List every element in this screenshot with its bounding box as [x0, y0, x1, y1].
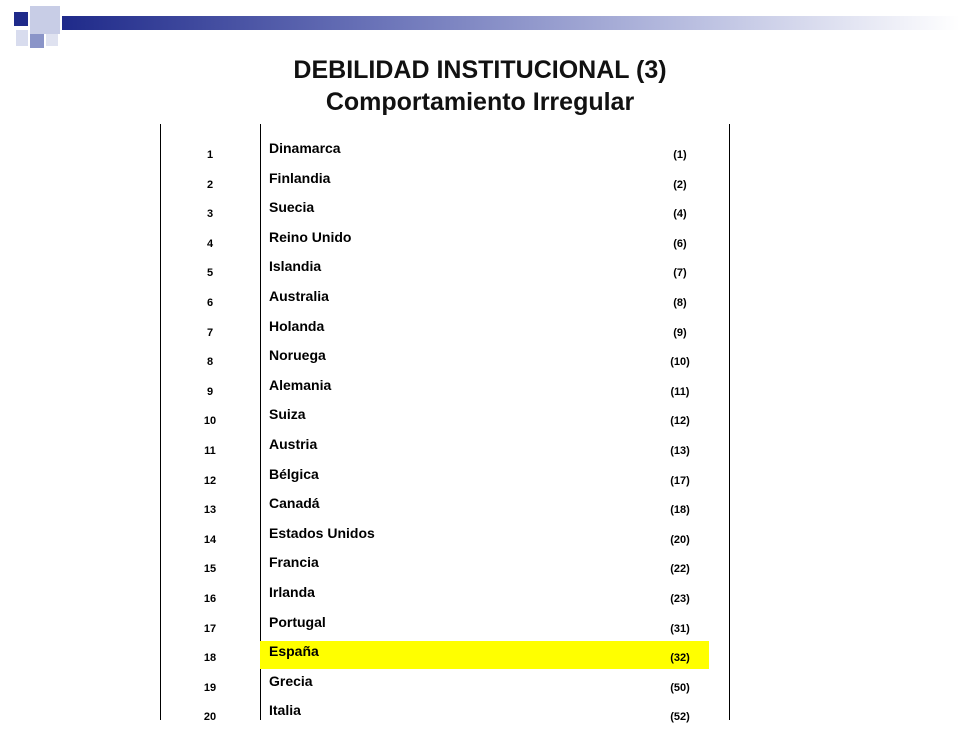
- row-number: 5: [206, 267, 214, 280]
- table-row: [160, 700, 730, 730]
- row-number: 19: [203, 681, 217, 694]
- country-name: Alemania: [269, 376, 332, 393]
- row-number: 18: [203, 652, 217, 665]
- row-rank: (6): [673, 237, 687, 250]
- table-row: [160, 286, 730, 316]
- row-rank: (23): [670, 593, 690, 605]
- row-rank: (8): [673, 297, 687, 309]
- row-rank: (11): [670, 385, 690, 398]
- row-number: 16: [203, 593, 217, 605]
- country-name: Australia: [269, 288, 329, 304]
- row-number: 4: [206, 237, 214, 250]
- table-row: [160, 138, 730, 168]
- row-number: 7: [206, 326, 214, 339]
- country-name: Finlandia: [269, 169, 331, 186]
- country-name: Italia: [269, 702, 301, 719]
- row-number: 15: [203, 563, 217, 576]
- row-rank: (4): [673, 208, 687, 221]
- table-row: [160, 464, 730, 494]
- decor-square-pale: [16, 30, 28, 46]
- row-number: 20: [203, 711, 217, 724]
- table-row: [160, 582, 730, 612]
- country-name: Reino Unido: [269, 228, 352, 245]
- table-row: [160, 256, 730, 286]
- row-number: 3: [206, 208, 214, 221]
- country-name-highlighted: España: [260, 641, 709, 669]
- country-name: Portugal: [269, 613, 326, 630]
- decor-square-mid: [30, 34, 44, 48]
- row-rank: (50): [670, 681, 690, 694]
- title-line-1: DEBILIDAD INSTITUCIONAL (3): [293, 56, 667, 84]
- table-row: [160, 168, 730, 198]
- row-rank: (1): [673, 149, 687, 161]
- row-number: 6: [206, 297, 214, 309]
- decor-square-dark: [14, 12, 28, 26]
- title-line-2: Comportamiento Irregular: [325, 88, 635, 116]
- table-row: [160, 612, 730, 642]
- row-number: 2: [206, 178, 214, 191]
- table-row: [160, 434, 730, 464]
- country-name: Austria: [269, 436, 318, 452]
- row-number: 11: [204, 445, 216, 457]
- country-name: Suiza: [269, 406, 306, 423]
- row-rank: (31): [670, 622, 690, 635]
- ranking-table: [160, 124, 730, 724]
- country-name: Canadá: [269, 495, 320, 512]
- table-row: [160, 404, 730, 434]
- row-rank: (9): [673, 326, 687, 339]
- country-name: Holanda: [269, 317, 325, 334]
- country-name: Francia: [269, 554, 319, 571]
- table-row: [160, 552, 730, 582]
- row-number: 9: [206, 385, 214, 398]
- slide-title: [0, 54, 960, 118]
- row-rank: (17): [670, 474, 690, 487]
- country-name: Dinamarca: [269, 140, 341, 156]
- row-rank: (32): [670, 652, 690, 665]
- row-rank: (7): [673, 267, 687, 280]
- country-name: Islandia: [269, 258, 322, 275]
- table-row: [160, 345, 730, 375]
- row-number: 1: [206, 149, 214, 161]
- row-rank: (52): [670, 711, 690, 724]
- row-rank: (13): [670, 445, 690, 457]
- row-rank: (18): [670, 504, 690, 517]
- row-rank: (10): [670, 356, 690, 369]
- row-rank: (22): [670, 563, 690, 576]
- row-number: 17: [203, 622, 217, 635]
- table-row: [160, 197, 730, 227]
- table-row: [160, 641, 730, 671]
- table-row: [160, 671, 730, 701]
- row-number: 13: [203, 504, 217, 517]
- table-row: [160, 227, 730, 257]
- table-row: [160, 375, 730, 405]
- table-row: [160, 316, 730, 346]
- row-number: 8: [206, 356, 214, 369]
- country-name: Noruega: [269, 347, 326, 364]
- country-name: Grecia: [269, 672, 313, 689]
- row-rank: (20): [670, 533, 690, 546]
- country-name: Suecia: [269, 199, 315, 216]
- row-number: 10: [203, 415, 217, 428]
- decor-square-large: [30, 6, 60, 34]
- row-number: 14: [203, 533, 217, 546]
- row-rank: (2): [673, 178, 687, 191]
- table-row: [160, 493, 730, 523]
- row-number: 12: [203, 474, 217, 487]
- country-name: Estados Unidos: [269, 524, 375, 541]
- header-gradient-bar: [62, 16, 960, 30]
- row-rank: (12): [670, 415, 690, 428]
- country-name: Irlanda: [269, 584, 315, 600]
- decor-square-light: [46, 34, 58, 46]
- country-name: Bélgica: [269, 465, 319, 482]
- table-row: [160, 523, 730, 553]
